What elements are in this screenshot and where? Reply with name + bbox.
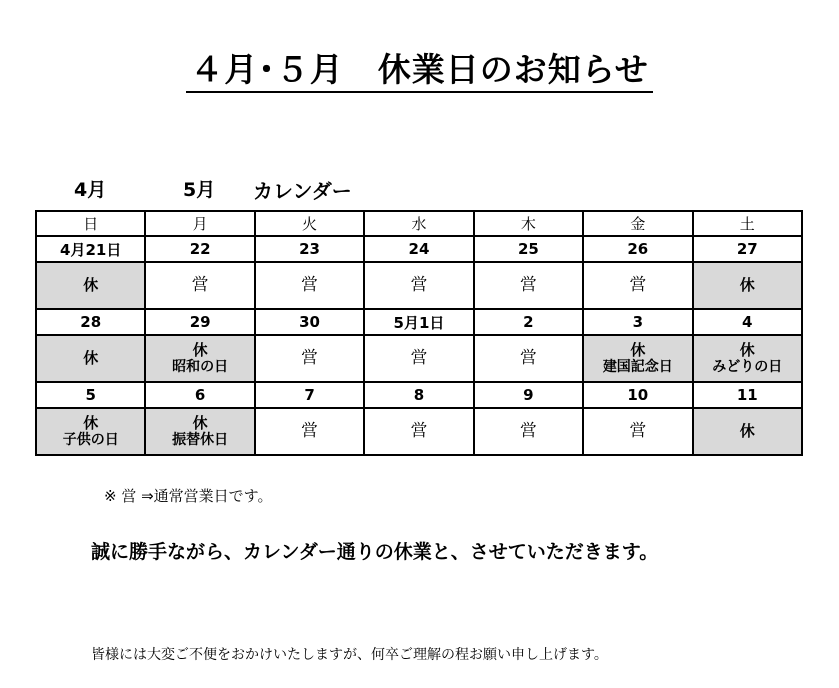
title-text: ４月･５月 休業日のお知らせ bbox=[186, 50, 653, 93]
business-day-cell bbox=[583, 408, 692, 455]
date-cell: 27 bbox=[693, 236, 802, 262]
status-mark: 営 bbox=[191, 274, 209, 295]
status-mark: 営 bbox=[629, 420, 647, 441]
weekday-mon: 月 bbox=[145, 211, 254, 236]
business-day-cell bbox=[145, 262, 254, 309]
weekday-header-row bbox=[36, 211, 802, 236]
date-cell: 10 bbox=[583, 382, 692, 408]
holiday-name: みどりの日 bbox=[712, 359, 783, 376]
status-mark: 休 bbox=[739, 421, 755, 440]
status-mark: 営 bbox=[301, 274, 319, 295]
business-day-cell bbox=[255, 262, 364, 309]
date-cell: 11 bbox=[693, 382, 802, 408]
status-mark: 営 bbox=[519, 274, 537, 295]
apology-message: 皆様には大変ご不便をおかけいたしますが、何卒ご理解の程お願い申し上げます。 bbox=[91, 647, 608, 663]
date-cell: 5月1日 bbox=[364, 309, 473, 335]
status-mark: 営 bbox=[629, 274, 647, 295]
date-cell: 24 bbox=[364, 236, 473, 262]
date-cell: 9 bbox=[474, 382, 583, 408]
business-day-cell bbox=[255, 335, 364, 382]
legend-note: ※ 営 ⇒通常営業日です。 bbox=[104, 487, 273, 505]
status-row bbox=[36, 335, 802, 382]
weekday-wed: 水 bbox=[364, 211, 473, 236]
april-label: 4月 bbox=[74, 179, 107, 201]
date-cell: 22 bbox=[145, 236, 254, 262]
status-mark: 休 bbox=[739, 340, 755, 359]
status-mark: 休 bbox=[83, 275, 99, 294]
closure-message: 誠に勝手ながら、カレンダー通りの休業と、させていただきます。 bbox=[91, 541, 659, 563]
page-title bbox=[0, 44, 839, 91]
business-day-cell bbox=[583, 262, 692, 309]
closed-day-cell bbox=[693, 262, 802, 309]
holiday-name: 振替休日 bbox=[172, 432, 229, 449]
closed-day-cell bbox=[583, 335, 692, 382]
date-cell: 4 bbox=[693, 309, 802, 335]
holiday-name: 建国記念日 bbox=[602, 359, 673, 376]
date-cell: 26 bbox=[583, 236, 692, 262]
status-mark: 営 bbox=[410, 347, 428, 368]
date-cell: 3 bbox=[583, 309, 692, 335]
weekday-tue: 火 bbox=[255, 211, 364, 236]
date-cell: 30 bbox=[255, 309, 364, 335]
holiday-name: 昭和の日 bbox=[172, 359, 229, 376]
status-mark: 休 bbox=[192, 413, 208, 432]
closed-day-cell bbox=[36, 335, 145, 382]
business-day-cell bbox=[364, 262, 473, 309]
closed-day-cell bbox=[145, 335, 254, 382]
calendar-label: カレンダー bbox=[253, 179, 352, 203]
status-mark: 営 bbox=[519, 420, 537, 441]
date-cell: 29 bbox=[145, 309, 254, 335]
status-mark: 休 bbox=[192, 340, 208, 359]
status-mark: 営 bbox=[410, 420, 428, 441]
status-mark: 休 bbox=[630, 340, 646, 359]
weekday-sat: 土 bbox=[693, 211, 802, 236]
status-mark: 休 bbox=[83, 348, 99, 367]
business-day-cell bbox=[364, 408, 473, 455]
closed-day-cell bbox=[36, 262, 145, 309]
weekday-fri: 金 bbox=[583, 211, 692, 236]
business-day-cell bbox=[255, 408, 364, 455]
status-mark: 休 bbox=[739, 275, 755, 294]
holiday-name: 子供の日 bbox=[62, 432, 119, 449]
closed-day-cell bbox=[145, 408, 254, 455]
calendar-table bbox=[35, 210, 803, 456]
status-mark: 営 bbox=[519, 347, 537, 368]
date-cell: 23 bbox=[255, 236, 364, 262]
status-mark: 営 bbox=[301, 420, 319, 441]
date-row bbox=[36, 236, 802, 262]
date-row bbox=[36, 309, 802, 335]
status-mark: 休 bbox=[83, 413, 99, 432]
business-day-cell bbox=[474, 335, 583, 382]
date-cell: 28 bbox=[36, 309, 145, 335]
status-row bbox=[36, 262, 802, 309]
status-mark: 営 bbox=[301, 347, 319, 368]
weekday-thu: 木 bbox=[474, 211, 583, 236]
date-cell: 7 bbox=[255, 382, 364, 408]
status-mark: 営 bbox=[410, 274, 428, 295]
date-cell: 8 bbox=[364, 382, 473, 408]
closed-day-cell bbox=[36, 408, 145, 455]
date-row bbox=[36, 382, 802, 408]
status-row bbox=[36, 408, 802, 455]
date-cell: 25 bbox=[474, 236, 583, 262]
date-cell: 6 bbox=[145, 382, 254, 408]
weekday-sun: 日 bbox=[36, 211, 145, 236]
calendar-body bbox=[36, 236, 802, 455]
date-cell: 4月21日 bbox=[36, 236, 145, 262]
may-label: 5月 bbox=[183, 179, 216, 201]
date-cell: 5 bbox=[36, 382, 145, 408]
date-cell: 2 bbox=[474, 309, 583, 335]
business-day-cell bbox=[364, 335, 473, 382]
business-day-cell bbox=[474, 262, 583, 309]
business-day-cell bbox=[474, 408, 583, 455]
closed-day-cell bbox=[693, 408, 802, 455]
closed-day-cell bbox=[693, 335, 802, 382]
